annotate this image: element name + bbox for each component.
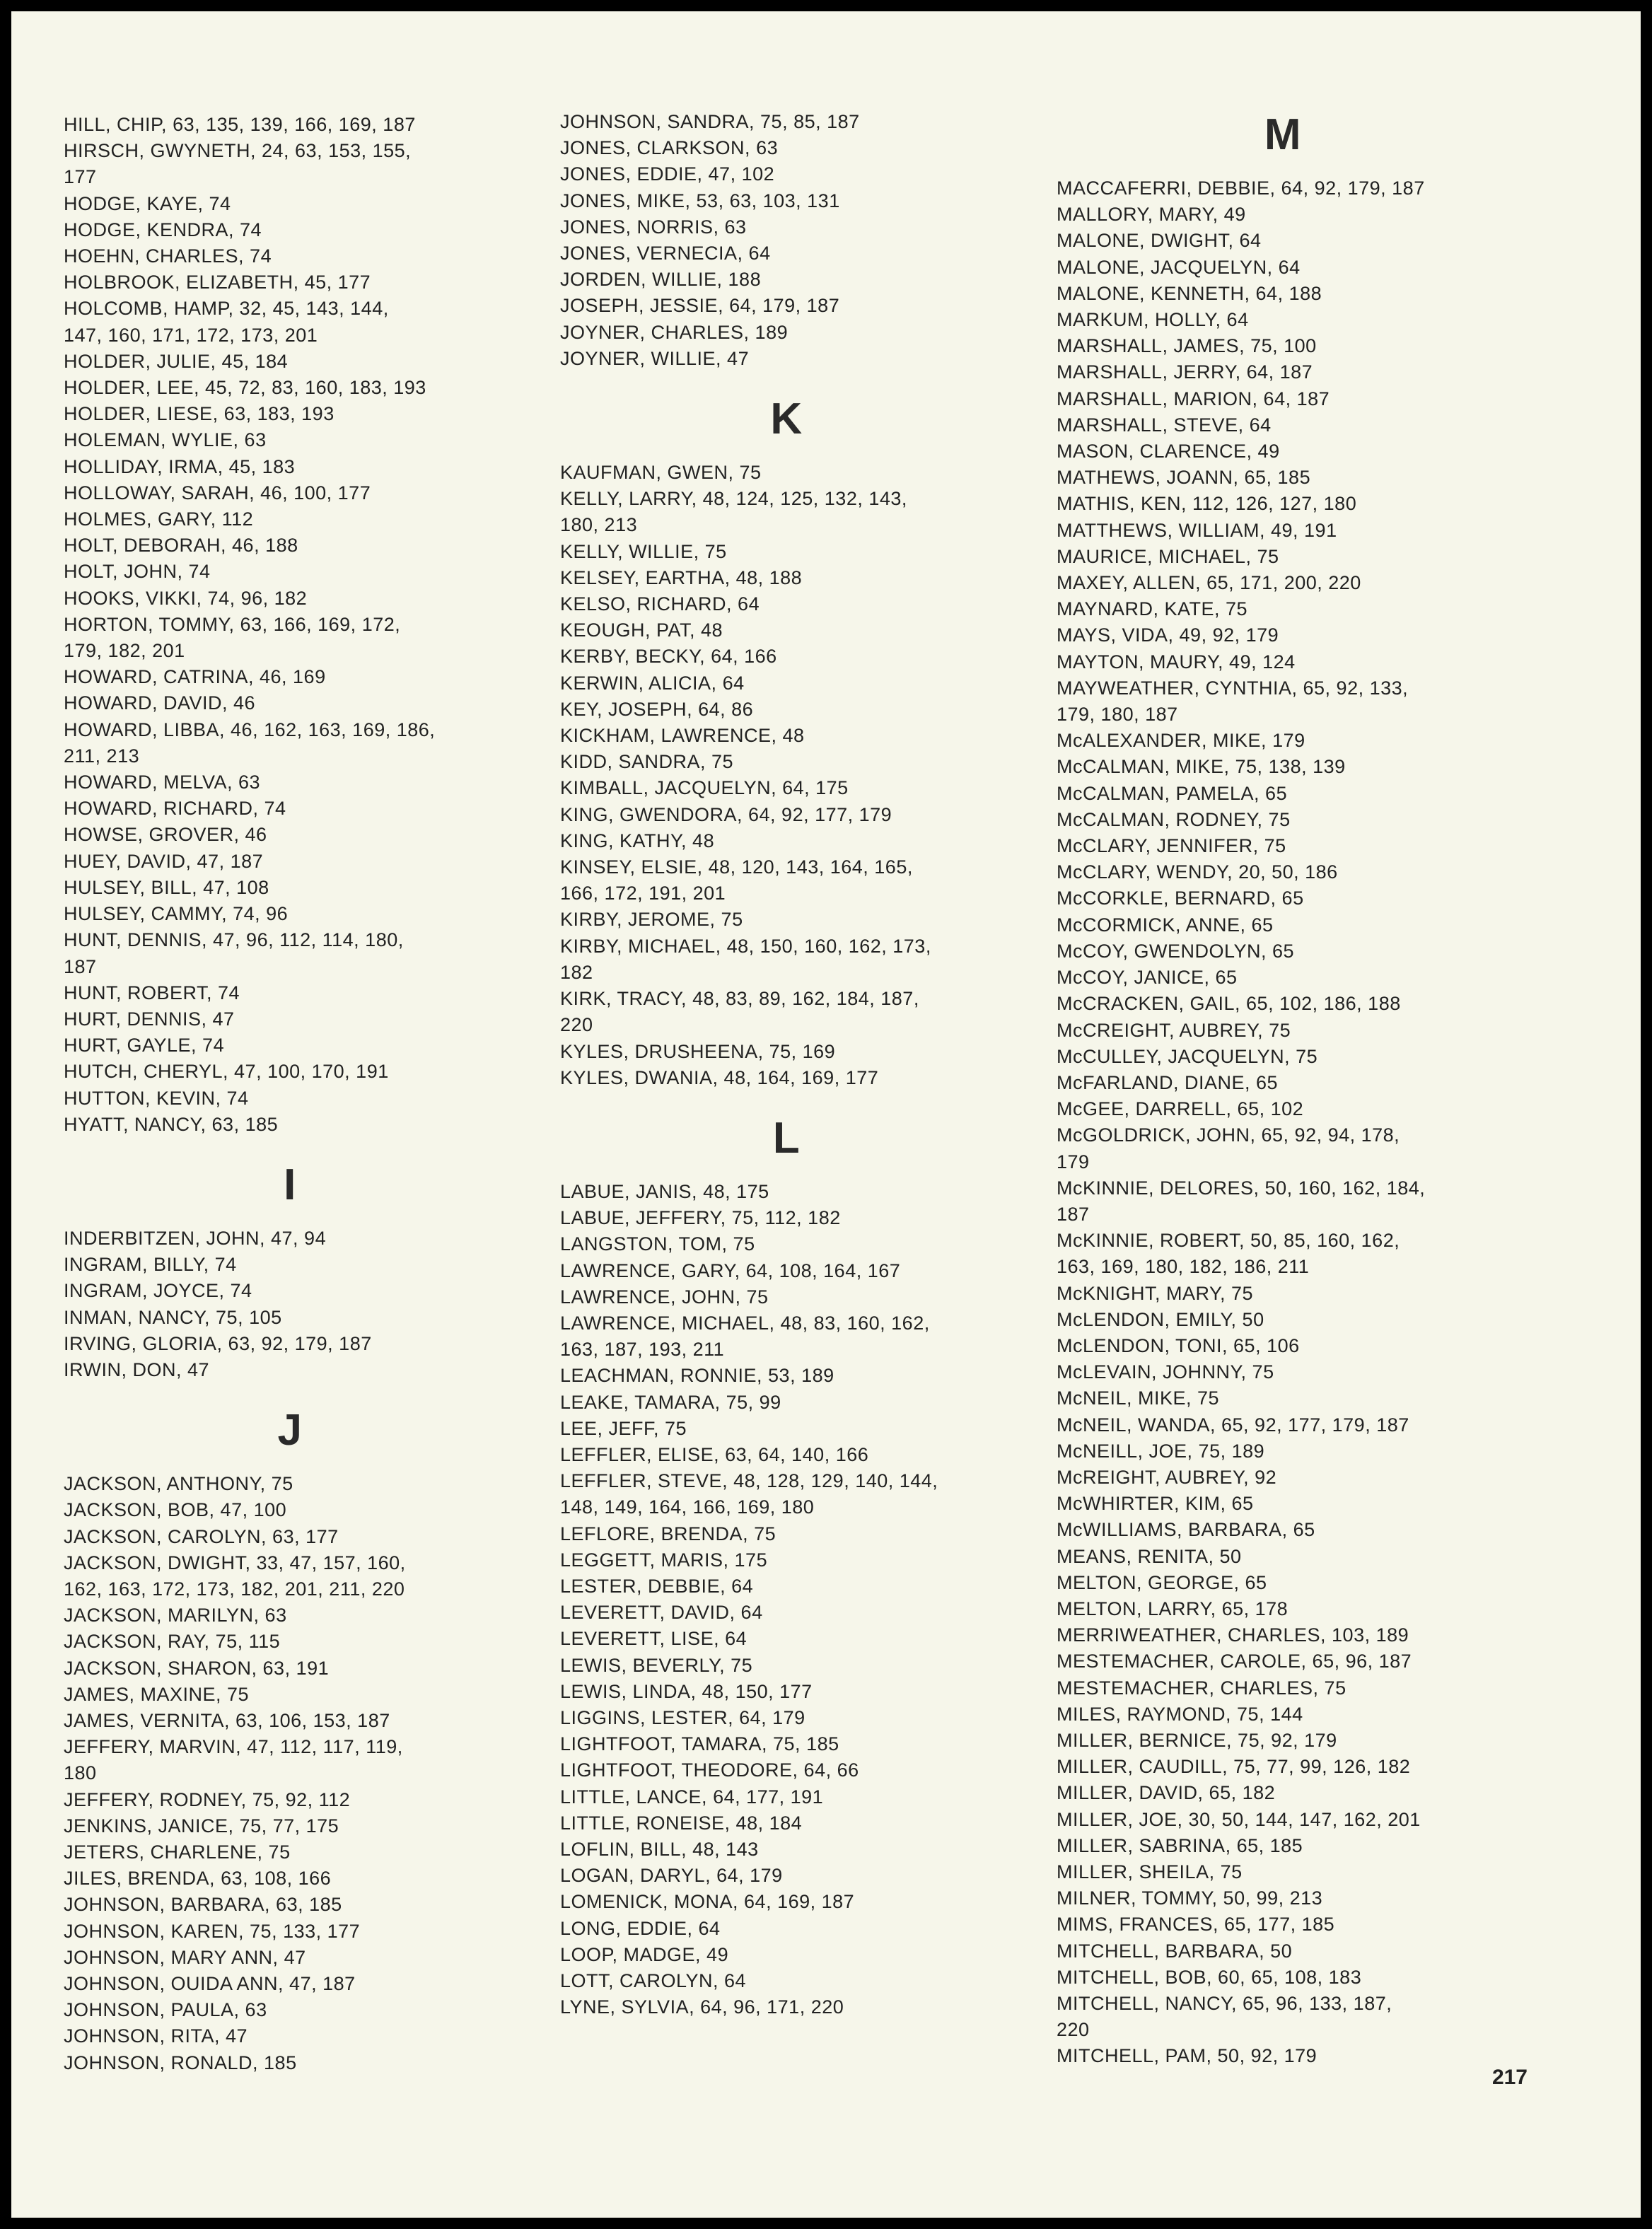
index-entry: MAYTON, MAURY, 49, 124 — [1057, 651, 1296, 673]
index-entry: LYNE, SYLVIA, 64, 96, 171, 220 — [560, 1996, 844, 2018]
index-entry: MASON, CLARENCE, 49 — [1057, 441, 1280, 462]
index-entry: McLENDON, EMILY, 50 — [1057, 1308, 1264, 1330]
index-entry: INGRAM, JOYCE, 74 — [64, 1280, 252, 1302]
index-entry: HUEY, DAVID, 47, 187 — [64, 850, 264, 872]
index-entry: KAUFMAN, GWEN, 75 — [560, 462, 762, 484]
index-entry: McCOY, GWENDOLYN, 65 — [1057, 940, 1295, 962]
index-entry: HOLT, DEBORAH, 46, 188 — [64, 535, 298, 557]
index-sheet — [11, 11, 1641, 2218]
index-entry: LANGSTON, TOM, 75 — [560, 1233, 755, 1255]
index-entry: JACKSON, ANTHONY, 75 — [64, 1473, 293, 1495]
index-entry: HOLDER, LEE, 45, 72, 83, 160, 183, 193 — [64, 377, 426, 399]
index-entry: MARSHALL, JAMES, 75, 100 — [1057, 335, 1317, 357]
index-entry: JOHNSON, MARY ANN, 47 — [64, 1946, 306, 1968]
index-entry: LABUE, JEFFERY, 75, 112, 182 — [560, 1207, 841, 1229]
index-entry: JAMES, MAXINE, 75 — [64, 1683, 250, 1705]
index-entry: MARSHALL, STEVE, 64 — [1057, 414, 1272, 436]
index-entry: McCREIGHT, AUBREY, 75 — [1057, 1019, 1291, 1041]
index-entry: JAMES, VERNITA, 63, 106, 153, 187 — [64, 1709, 390, 1731]
index-entry: KELSEY, EARTHA, 48, 188 — [560, 566, 803, 588]
index-entry: McCALMAN, MIKE, 75, 138, 139 — [1057, 756, 1346, 778]
index-entry: HUNT, ROBERT, 74 — [64, 982, 240, 1003]
index-entry: HOWARD, MELVA, 63 — [64, 772, 261, 793]
index-entry: HORTON, TOMMY, 63, 166, 169, 172, 179, 182, 201 — [64, 613, 401, 662]
index-entry: MILNER, TOMMY, 50, 99, 213 — [1057, 1887, 1323, 1909]
index-entry: INDERBITZEN, JOHN, 47, 94 — [64, 1227, 327, 1249]
index-entry: KING, KATHY, 48 — [560, 830, 715, 851]
index-entry: IRVING, GLORIA, 63, 92, 179, 187 — [64, 1332, 372, 1354]
index-entry: HOLLOWAY, SARAH, 46, 100, 177 — [64, 482, 371, 504]
index-entry: JOHNSON, SANDRA, 75, 85, 187 — [560, 111, 860, 132]
index-entry: JOYNER, CHARLES, 189 — [560, 321, 789, 343]
index-entry: McCRACKEN, GAIL, 65, 102, 186, 188 — [1057, 993, 1401, 1015]
index-entry: JOHNSON, BARBARA, 63, 185 — [64, 1894, 342, 1916]
index-entry: KELLY, WILLIE, 75 — [560, 540, 727, 562]
index-entry: MATHIS, KEN, 112, 126, 127, 180 — [1057, 493, 1357, 515]
index-column-1 — [64, 112, 516, 2076]
index-entry: LABUE, JANIS, 48, 175 — [560, 1180, 769, 1202]
index-entry: JILES, BRENDA, 63, 108, 166 — [64, 1868, 332, 1890]
index-entry: MAURICE, MICHAEL, 75 — [1057, 545, 1279, 567]
index-entry: KELSO, RICHARD, 64 — [560, 593, 760, 615]
index-entry: McCULLEY, JACQUELYN, 75 — [1057, 1045, 1318, 1067]
index-entry: HOLT, JOHN, 74 — [64, 561, 211, 583]
index-entry: McLEVAIN, JOHNNY, 75 — [1057, 1361, 1274, 1383]
index-entry: LEE, JEFF, 75 — [560, 1417, 687, 1439]
section-letter: M — [1264, 110, 1302, 159]
index-entry: LEFFLER, STEVE, 48, 128, 129, 140, 144, 148, 149, 164, 166, 169, 180 — [560, 1470, 938, 1518]
index-entry: HYATT, NANCY, 63, 185 — [64, 1113, 279, 1135]
index-entry: JACKSON, BOB, 47, 100 — [64, 1499, 287, 1521]
index-entry: HULSEY, CAMMY, 74, 96 — [64, 903, 289, 925]
section-letter: I — [284, 1160, 296, 1209]
index-entry: HULSEY, BILL, 47, 108 — [64, 876, 269, 898]
index-entry: KIDD, SANDRA, 75 — [560, 751, 734, 773]
index-entry: KEOUGH, PAT, 48 — [560, 619, 723, 641]
index-entry: LITTLE, RONEISE, 48, 184 — [560, 1812, 803, 1834]
index-entry: McNEIL, WANDA, 65, 92, 177, 179, 187 — [1057, 1414, 1409, 1436]
index-entry: KIMBALL, JACQUELYN, 64, 175 — [560, 777, 849, 799]
index-entry: McCORMICK, ANNE, 65 — [1057, 914, 1274, 936]
index-entry: MALLORY, MARY, 49 — [1057, 204, 1246, 226]
index-entry: MIMS, FRANCES, 65, 177, 185 — [1057, 1914, 1335, 1936]
index-entry: McKINNIE, ROBERT, 50, 85, 160, 162, 163, 169, 180, 182, 186, 211 — [1057, 1230, 1400, 1278]
index-entry: JOHNSON, OUIDA ANN, 47, 187 — [64, 1973, 356, 1994]
index-entry: MAYS, VIDA, 49, 92, 179 — [1057, 624, 1279, 646]
index-entry: MILLER, BERNICE, 75, 92, 179 — [1057, 1729, 1337, 1751]
index-entry: McLENDON, TONI, 65, 106 — [1057, 1334, 1300, 1356]
index-entry: JOHNSON, KAREN, 75, 133, 177 — [64, 1920, 361, 1942]
index-entry: HOWARD, LIBBA, 46, 162, 163, 169, 186, 211, 213 — [64, 718, 436, 767]
index-entry: INGRAM, BILLY, 74 — [64, 1254, 237, 1276]
index-entry: McCOY, JANICE, 65 — [1057, 967, 1238, 989]
index-entry: MITCHELL, BOB, 60, 65, 108, 183 — [1057, 1966, 1362, 1988]
index-entry: HODGE, KAYE, 74 — [64, 192, 231, 214]
index-entry: JEFFERY, RODNEY, 75, 92, 112 — [64, 1788, 351, 1810]
index-entry: HURT, DENNIS, 47 — [64, 1008, 235, 1030]
index-entry: MELTON, GEORGE, 65 — [1057, 1571, 1267, 1593]
index-entry: JACKSON, DWIGHT, 33, 47, 157, 160, 162, 163, 172, 173, 182, 201, 211, 220 — [64, 1552, 406, 1600]
index-entry: LEGGETT, MARIS, 175 — [560, 1549, 768, 1571]
index-entry: JOHNSON, PAULA, 63 — [64, 1999, 267, 2021]
index-entry: McALEXANDER, MIKE, 179 — [1057, 730, 1305, 752]
section-letter: L — [772, 1113, 801, 1163]
index-entry: JOHNSON, RONALD, 185 — [64, 2052, 297, 2073]
index-entry: MILLER, DAVID, 65, 182 — [1057, 1782, 1276, 1804]
index-entry: KINSEY, ELSIE, 48, 120, 143, 164, 165, 166, 172, 191, 201 — [560, 856, 913, 904]
index-entry: LEWIS, BEVERLY, 75 — [560, 1654, 753, 1676]
index-entry: LAWRENCE, JOHN, 75 — [560, 1286, 769, 1308]
index-entry: JORDEN, WILLIE, 188 — [560, 269, 762, 291]
index-entry: MITCHELL, PAM, 50, 92, 179 — [1057, 2045, 1317, 2067]
index-entry: JENKINS, JANICE, 75, 77, 175 — [64, 1815, 339, 1837]
index-entry: KIRBY, JEROME, 75 — [560, 909, 743, 931]
index-entry: HOLDER, LIESE, 63, 183, 193 — [64, 403, 335, 425]
index-entry: HOLDER, JULIE, 45, 184 — [64, 350, 289, 372]
index-entry: MALONE, DWIGHT, 64 — [1057, 230, 1262, 252]
index-entry: MEANS, RENITA, 50 — [1057, 1545, 1242, 1567]
index-entry: JACKSON, MARILYN, 63 — [64, 1605, 287, 1626]
index-entry: McWHIRTER, KIM, 65 — [1057, 1493, 1254, 1515]
index-entry: JOSEPH, JESSIE, 64, 179, 187 — [560, 295, 840, 317]
index-entry: LOGAN, DARYL, 64, 179 — [560, 1865, 783, 1887]
index-entry: HOLMES, GARY, 112 — [64, 508, 254, 530]
index-entry: HURT, GAYLE, 74 — [64, 1035, 225, 1057]
index-entry: MARSHALL, MARION, 64, 187 — [1057, 388, 1330, 409]
index-entry: MARSHALL, JERRY, 64, 187 — [1057, 361, 1313, 383]
index-entry: MILLER, SABRINA, 65, 185 — [1057, 1834, 1303, 1856]
index-entry: HOOKS, VIKKI, 74, 96, 182 — [64, 587, 308, 609]
index-entry: HOWARD, DAVID, 46 — [64, 692, 256, 714]
index-entry: JONES, EDDIE, 47, 102 — [560, 163, 775, 185]
index-entry: MITCHELL, BARBARA, 50 — [1057, 1940, 1293, 1962]
index-entry: HUNT, DENNIS, 47, 96, 112, 114, 180, 187 — [64, 929, 404, 977]
index-entry: McCALMAN, RODNEY, 75 — [1057, 808, 1291, 830]
page-number: 217 — [1491, 2066, 1528, 2089]
index-entry: HUTTON, KEVIN, 74 — [64, 1087, 249, 1109]
index-entry: LIGHTFOOT, TAMARA, 75, 185 — [560, 1733, 839, 1755]
index-entry: MAYWEATHER, CYNTHIA, 65, 92, 133, 179, 180, 187 — [1057, 677, 1409, 726]
index-entry: McCALMAN, PAMELA, 65 — [1057, 782, 1288, 804]
index-entry: MATHEWS, JOANN, 65, 185 — [1057, 467, 1311, 489]
index-entry: INMAN, NANCY, 75, 105 — [64, 1306, 282, 1328]
index-entry: McCLARY, WENDY, 20, 50, 186 — [1057, 861, 1338, 883]
index-entry: HOLCOMB, HAMP, 32, 45, 143, 144, 147, 160, 171, 172, 173, 201 — [64, 298, 389, 346]
index-column-3 — [1057, 109, 1509, 2070]
index-entry: LAWRENCE, GARY, 64, 108, 164, 167 — [560, 1259, 901, 1281]
index-entry: McREIGHT, AUBREY, 92 — [1057, 1466, 1277, 1488]
index-entry: KYLES, DRUSHEENA, 75, 169 — [560, 1040, 836, 1062]
index-entry: KYLES, DWANIA, 48, 164, 169, 177 — [560, 1066, 879, 1088]
index-entry: KELLY, LARRY, 48, 124, 125, 132, 143, 180, 213 — [560, 488, 907, 536]
index-entry: LONG, EDDIE, 64 — [560, 1917, 721, 1939]
index-entry: LIGGINS, LESTER, 64, 179 — [560, 1706, 805, 1728]
index-entry: McCORKLE, BERNARD, 65 — [1057, 887, 1304, 909]
index-entry: JETERS, CHARLENE, 75 — [64, 1841, 291, 1863]
index-entry: JEFFERY, MARVIN, 47, 112, 117, 119, 180 — [64, 1736, 403, 1784]
index-entry: LOMENICK, MONA, 64, 169, 187 — [560, 1891, 855, 1913]
index-entry: HODGE, KENDRA, 74 — [64, 219, 262, 240]
index-entry: MILLER, JOE, 30, 50, 144, 147, 162, 201 — [1057, 1808, 1421, 1830]
index-entry: MITCHELL, NANCY, 65, 96, 133, 187, 220 — [1057, 1993, 1392, 2041]
index-entry: MAXEY, ALLEN, 65, 171, 200, 220 — [1057, 572, 1361, 594]
index-entry: McCLARY, JENNIFER, 75 — [1057, 835, 1286, 857]
index-entry: KERBY, BECKY, 64, 166 — [560, 646, 777, 668]
section-letter: J — [277, 1406, 303, 1455]
index-entry: JACKSON, RAY, 75, 115 — [64, 1631, 281, 1653]
index-entry: HOEHN, CHARLES, 74 — [64, 245, 272, 267]
index-entry: IRWIN, DON, 47 — [64, 1358, 210, 1380]
index-entry: McNEIL, MIKE, 75 — [1057, 1387, 1220, 1409]
index-entry: LEVERETT, LISE, 64 — [560, 1628, 748, 1650]
index-entry: JOYNER, WILLIE, 47 — [560, 347, 750, 369]
index-entry: HOLLIDAY, IRMA, 45, 183 — [64, 455, 296, 477]
index-entry: KIRK, TRACY, 48, 83, 89, 162, 184, 187, 220 — [560, 988, 919, 1036]
index-entry: MACCAFERRI, DEBBIE, 64, 92, 179, 187 — [1057, 177, 1425, 199]
index-entry: LEVERETT, DAVID, 64 — [560, 1602, 763, 1624]
index-entry: HOWARD, RICHARD, 74 — [64, 798, 286, 820]
index-entry: HOLEMAN, WYLIE, 63 — [64, 429, 267, 451]
index-entry: JONES, NORRIS, 63 — [560, 216, 747, 238]
section-letter: K — [770, 395, 803, 444]
index-entry: HOWARD, CATRINA, 46, 169 — [64, 666, 326, 688]
index-entry: JACKSON, CAROLYN, 63, 177 — [64, 1525, 339, 1547]
index-entry: JACKSON, SHARON, 63, 191 — [64, 1657, 330, 1679]
index-entry: McWILLIAMS, BARBARA, 65 — [1057, 1519, 1315, 1541]
index-entry: JONES, MIKE, 53, 63, 103, 131 — [560, 190, 840, 211]
index-entry: MARKUM, HOLLY, 64 — [1057, 309, 1249, 331]
index-entry: HIRSCH, GWYNETH, 24, 63, 153, 155, 177 — [64, 140, 412, 188]
index-entry: MESTEMACHER, CAROLE, 65, 96, 187 — [1057, 1651, 1412, 1672]
index-entry: MILES, RAYMOND, 75, 144 — [1057, 1703, 1303, 1725]
index-entry: MILLER, CAUDILL, 75, 77, 99, 126, 182 — [1057, 1756, 1411, 1778]
index-entry: LITTLE, LANCE, 64, 177, 191 — [560, 1786, 824, 1808]
index-entry: McGOLDRICK, JOHN, 65, 92, 94, 178, 179 — [1057, 1124, 1400, 1172]
index-entry: HILL, CHIP, 63, 135, 139, 166, 169, 187 — [64, 114, 416, 135]
index-entry: LEFLORE, BRENDA, 75 — [560, 1523, 776, 1544]
index-column-2 — [560, 109, 1013, 2020]
index-entry: JONES, CLARKSON, 63 — [560, 137, 779, 159]
index-entry: MERRIWEATHER, CHARLES, 103, 189 — [1057, 1624, 1409, 1646]
index-entry: KIRBY, MICHAEL, 48, 150, 160, 162, 173, 182 — [560, 935, 931, 983]
index-entry: JOHNSON, RITA, 47 — [64, 2025, 248, 2047]
index-entry: LEWIS, LINDA, 48, 150, 177 — [560, 1680, 813, 1702]
index-entry: KING, GWENDORA, 64, 92, 177, 179 — [560, 803, 892, 825]
index-entry: McKINNIE, DELORES, 50, 160, 162, 184, 187 — [1057, 1177, 1426, 1225]
index-entry: McNEILL, JOE, 75, 189 — [1057, 1440, 1265, 1462]
index-entry: HUTCH, CHERYL, 47, 100, 170, 191 — [64, 1061, 389, 1083]
index-entry: KERWIN, ALICIA, 64 — [560, 672, 745, 694]
index-entry: KEY, JOSEPH, 64, 86 — [560, 698, 754, 720]
index-entry: LAWRENCE, MICHAEL, 48, 83, 160, 162, 163, 187, 193, 211 — [560, 1312, 930, 1361]
index-entry: LEFFLER, ELISE, 63, 64, 140, 166 — [560, 1443, 869, 1465]
index-entry: McGEE, DARRELL, 65, 102 — [1057, 1098, 1304, 1120]
index-entry: MAYNARD, KATE, 75 — [1057, 598, 1248, 620]
index-entry: LEACHMAN, RONNIE, 53, 189 — [560, 1365, 834, 1387]
index-entry: MALONE, JACQUELYN, 64 — [1057, 256, 1301, 278]
index-entry: LOTT, CAROLYN, 64 — [560, 1970, 747, 1991]
index-entry: McKNIGHT, MARY, 75 — [1057, 1282, 1254, 1304]
index-entry: McFARLAND, DIANE, 65 — [1057, 1071, 1279, 1093]
index-entry: LIGHTFOOT, THEODORE, 64, 66 — [560, 1759, 859, 1781]
index-entry: LOFLIN, BILL, 48, 143 — [560, 1838, 759, 1860]
index-entry: MILLER, SHEILA, 75 — [1057, 1861, 1243, 1882]
index-entry: MALONE, KENNETH, 64, 188 — [1057, 282, 1322, 304]
index-entry: MESTEMACHER, CHARLES, 75 — [1057, 1677, 1346, 1699]
index-entry: LOOP, MADGE, 49 — [560, 1943, 729, 1965]
index-entry: LEAKE, TAMARA, 75, 99 — [560, 1391, 781, 1413]
index-entry: MATTHEWS, WILLIAM, 49, 191 — [1057, 519, 1337, 541]
index-entry: MELTON, LARRY, 65, 178 — [1057, 1597, 1289, 1619]
index-entry: LESTER, DEBBIE, 64 — [560, 1575, 754, 1597]
index-entry: KICKHAM, LAWRENCE, 48 — [560, 725, 805, 747]
index-entry: JONES, VERNECIA, 64 — [560, 243, 771, 264]
index-entry: HOWSE, GROVER, 46 — [64, 824, 267, 846]
index-entry: HOLBROOK, ELIZABETH, 45, 177 — [64, 272, 371, 293]
